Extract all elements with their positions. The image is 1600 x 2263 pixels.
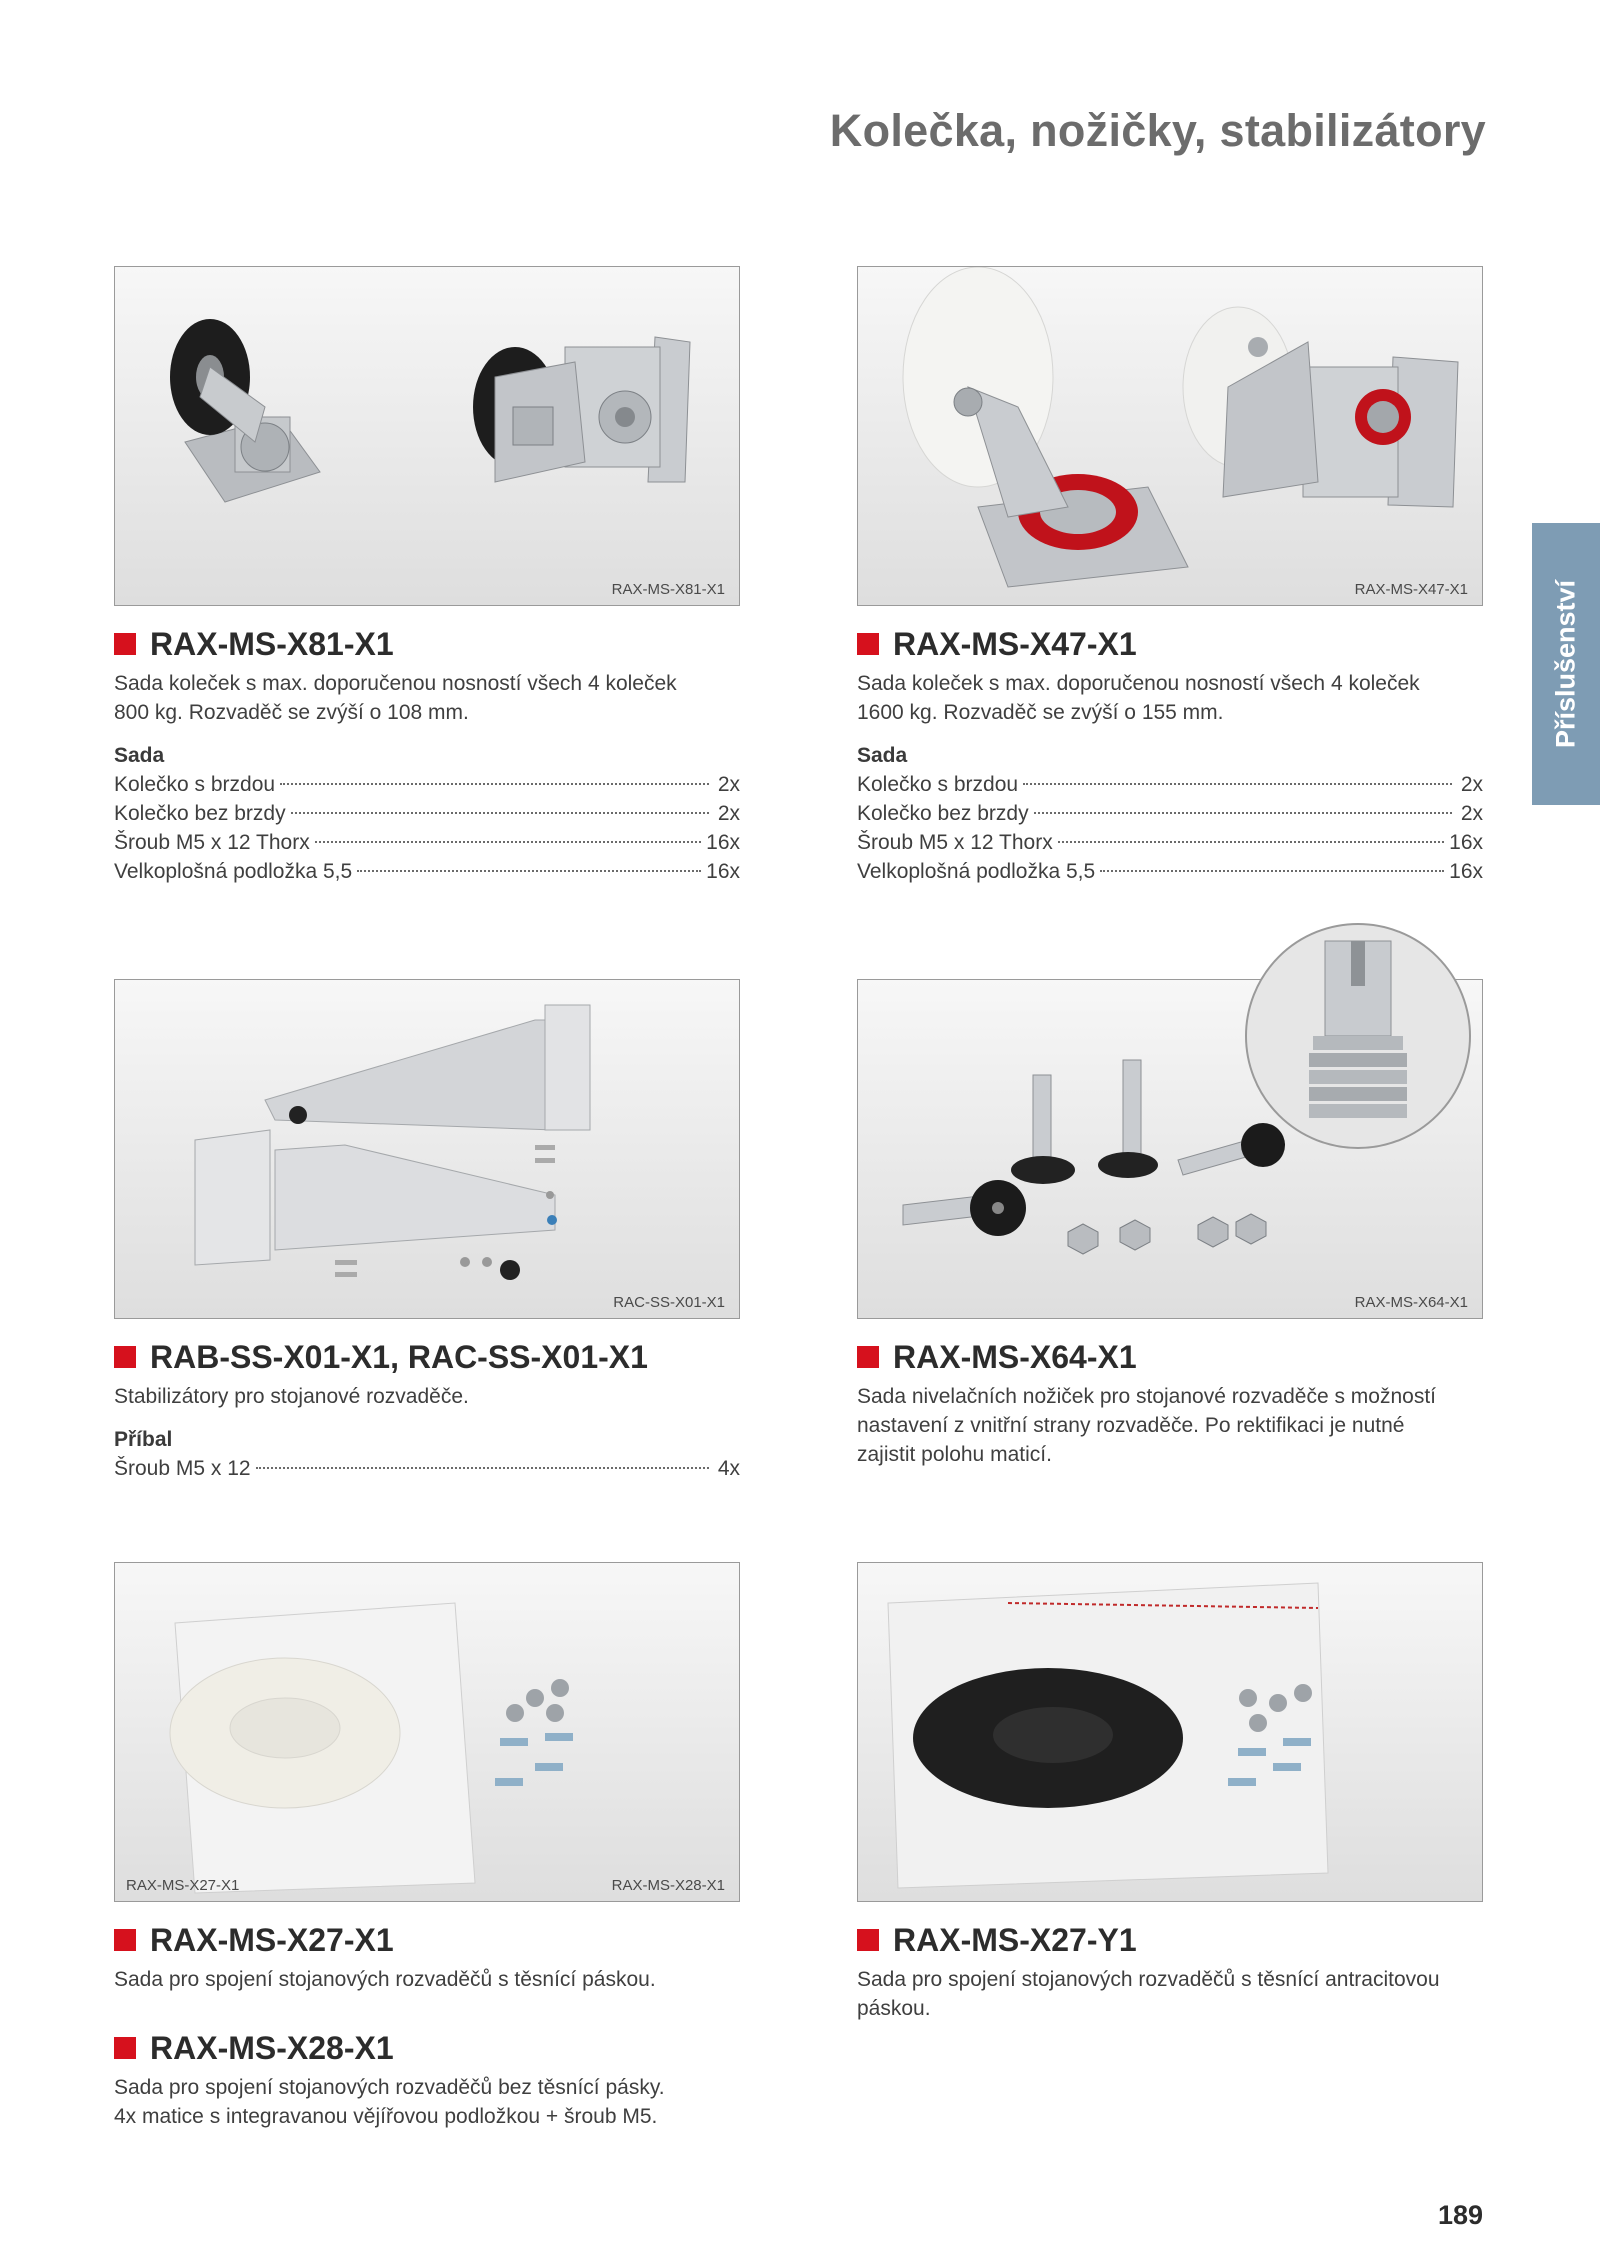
set-item: Velkoplošná podložka 5,5 16x	[114, 860, 740, 883]
section-tab-label: Příslušenství	[1550, 579, 1581, 749]
stabilizer-image	[115, 980, 739, 1318]
product-rax-ms-x47	[857, 266, 1483, 886]
product-title	[857, 1341, 1483, 1373]
set-item: Kolečko bez brzdy 2x	[114, 802, 740, 825]
product-title	[114, 1341, 740, 1373]
product-code: RAX-MS-X64-X1	[893, 1339, 1137, 1375]
product-rax-ms-x81	[114, 266, 740, 886]
product-title	[857, 628, 1483, 660]
page-title: Kolečka, nožičky, stabilizátory	[829, 105, 1486, 156]
product-code: RAX-MS-X47-X1	[893, 626, 1137, 662]
set-heading: Příbal	[114, 1428, 173, 1451]
product-title-secondary	[114, 2032, 740, 2064]
product-photo	[857, 1562, 1483, 1902]
product-description: Sada pro spojení stojanových rozvaděčů s těsnící páskou.	[114, 1968, 656, 1991]
photo-caption-left: RAX-MS-X27-X1	[126, 1877, 240, 1894]
product-code: RAX-MS-X28-X1	[150, 2030, 394, 2066]
photo-caption-right: RAX-MS-X28-X1	[611, 1877, 725, 1894]
bullet-square-icon	[114, 1346, 136, 1368]
product-description: Sada koleček s max. doporučenou nosností všech 4 koleček 1600 kg. Rozvaděč se zvýší o 155 mm.	[857, 672, 1420, 724]
caster-wheels-image	[858, 267, 1482, 605]
photo-caption: RAC-SS-X01-X1	[613, 1294, 725, 1311]
product-photo	[114, 266, 740, 606]
photo-caption: RAX-MS-X64-X1	[1354, 1294, 1468, 1311]
set-item: Kolečko s brzdou 2x	[857, 773, 1483, 796]
set-item: Šroub M5 x 12 Thorx 16x	[114, 831, 740, 854]
product-description: Sada koleček s max. doporučenou nosností všech 4 koleček 800 kg. Rozvaděč se zvýší o 108 mm.	[114, 672, 677, 724]
photo-caption: RAX-MS-X81-X1	[611, 581, 725, 598]
product-title	[857, 1924, 1483, 1956]
set-item: Šroub M5 x 12 Thorx 16x	[857, 831, 1483, 854]
product-rax-ms-x27-x28	[114, 1562, 740, 2131]
set-item: Velkoplošná podložka 5,5 16x	[857, 860, 1483, 883]
set-item: Kolečko s brzdou 2x	[114, 773, 740, 796]
product-title	[114, 1924, 740, 1956]
product-photo	[114, 1562, 740, 1902]
bullet-square-icon	[114, 1929, 136, 1951]
set-item: Šroub M5 x 12 4x	[114, 1457, 740, 1480]
sealing-tape-kit-image	[115, 1563, 739, 1901]
product-code: RAB-SS-X01-X1, RAC-SS-X01-X1	[150, 1339, 648, 1375]
anthracite-tape-kit-image	[858, 1563, 1482, 1901]
product-code: RAX-MS-X27-Y1	[893, 1922, 1137, 1958]
bullet-square-icon	[114, 633, 136, 655]
product-rax-ms-x27-y1	[857, 1562, 1483, 2023]
product-description: Sada pro spojení stojanových rozvaděčů s těsnící antracitovou páskou.	[857, 1968, 1440, 2020]
caster-wheels-image	[115, 267, 739, 605]
product-code: RAX-MS-X81-X1	[150, 626, 394, 662]
product-description: Sada nivelačních nožiček pro stojanové rozvaděče s možností nastavení z vnitřní strany rozvaděče. Po rektifikaci je nutné zajistit polohu maticí.	[857, 1385, 1436, 1466]
bullet-square-icon	[857, 1346, 879, 1368]
product-photo	[857, 266, 1483, 606]
product-description: Stabilizátory pro stojanové rozvaděče.	[114, 1385, 469, 1408]
bullet-square-icon	[857, 633, 879, 655]
product-stabilizers	[114, 979, 740, 1483]
photo-caption: RAX-MS-X47-X1	[1354, 581, 1468, 598]
section-tab	[1532, 523, 1600, 805]
bullet-square-icon	[114, 2037, 136, 2059]
thread-detail-zoom-image	[1243, 921, 1473, 1151]
bullet-square-icon	[857, 1929, 879, 1951]
page-number: 189	[1438, 2200, 1484, 2230]
product-code: RAX-MS-X27-X1	[150, 1922, 394, 1958]
set-heading: Sada	[857, 744, 908, 767]
set-heading: Sada	[114, 744, 165, 767]
product-photo	[114, 979, 740, 1319]
product-title	[114, 628, 740, 660]
set-item: Kolečko bez brzdy 2x	[857, 802, 1483, 825]
product-description-secondary: Sada pro spojení stojanových rozvaděčů bez těsnící pásky. 4x matice s integravanou vějířovou podložkou + šroub M5.	[114, 2076, 665, 2128]
